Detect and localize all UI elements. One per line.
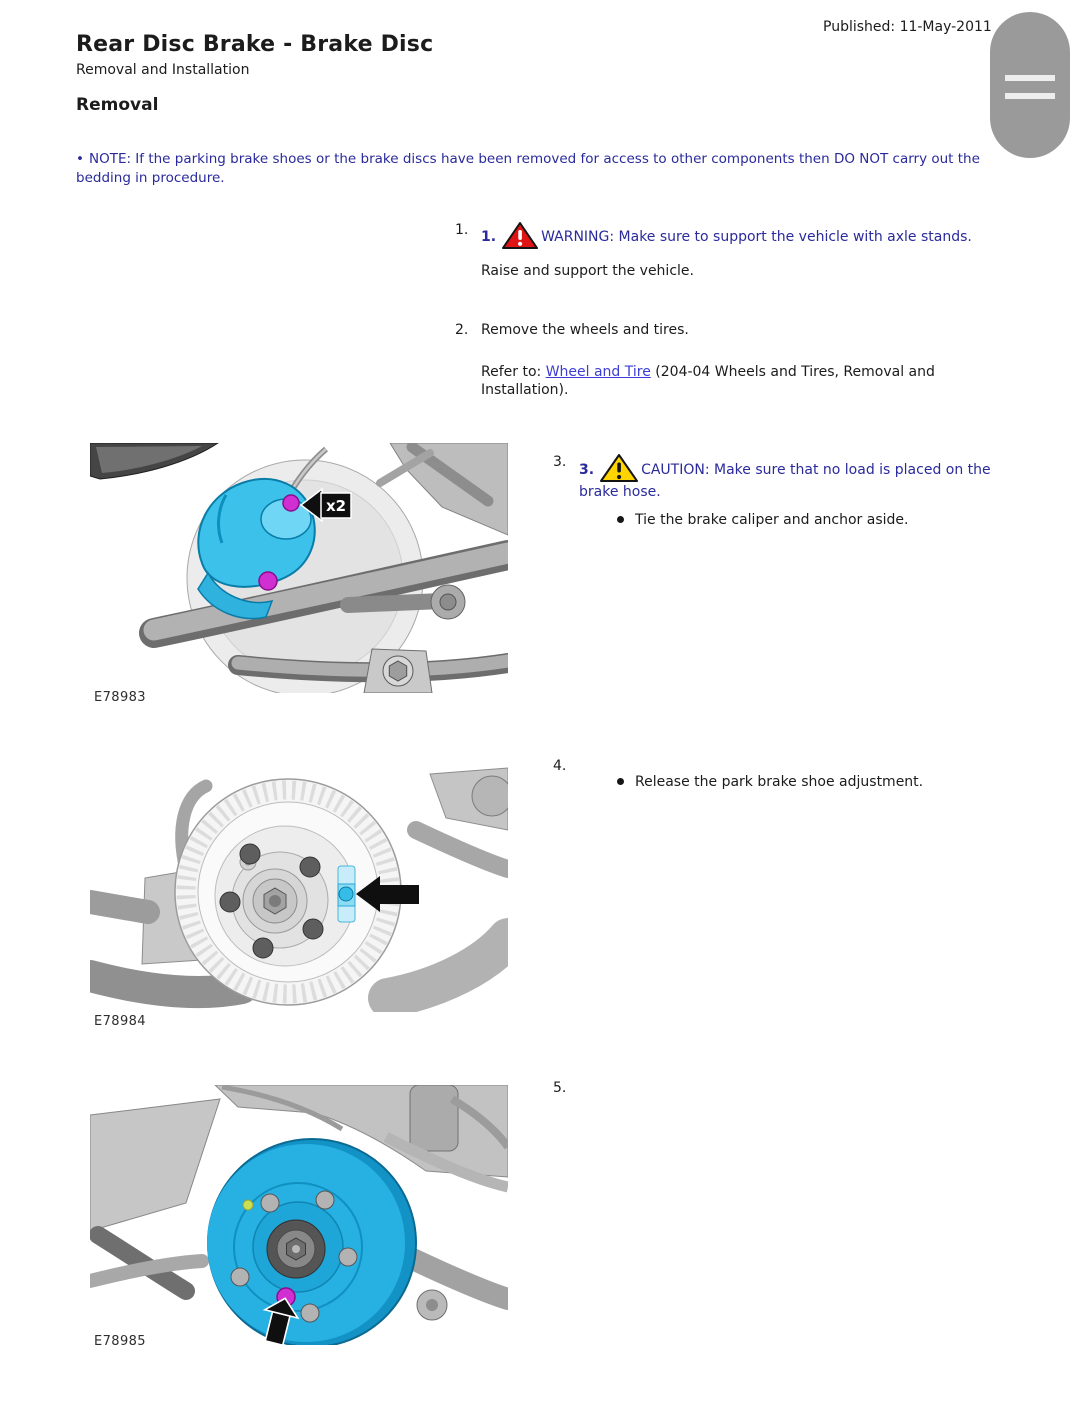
refer-prefix: Refer to: bbox=[481, 364, 546, 380]
note-text bbox=[76, 150, 991, 188]
caution-text: CAUTION: Make sure that no load is placed on the brake hose. bbox=[579, 462, 991, 500]
figure-id: E78984 bbox=[94, 1014, 146, 1029]
bullet-item bbox=[617, 773, 999, 791]
published-date: Published: 11-May-2011 bbox=[823, 19, 992, 35]
note-body: NOTE: If the parking brake shoes or the brake discs have been removed for access to other components then DO NOT carry out the bedding in procedure. bbox=[76, 150, 980, 186]
figure-brake-caliper bbox=[90, 443, 508, 711]
step-body: Raise and support the vehicle. bbox=[481, 263, 694, 279]
alert-step-number: 1. bbox=[481, 229, 497, 245]
warning-statement bbox=[481, 221, 986, 250]
bullet-text: Tie the brake caliper and anchor aside. bbox=[635, 512, 909, 528]
figure-id: E78983 bbox=[94, 690, 146, 705]
page-subtitle: Removal and Installation bbox=[76, 62, 250, 78]
page-title: Rear Disc Brake - Brake Disc bbox=[76, 32, 434, 57]
step-number: 1. bbox=[455, 222, 469, 238]
scroll-handle[interactable] bbox=[990, 12, 1070, 158]
step-number: 2. bbox=[455, 322, 469, 338]
figure-brake-disc bbox=[90, 1085, 508, 1357]
step-4 bbox=[553, 757, 999, 791]
callout-x2-label: x2 bbox=[325, 497, 347, 515]
step-number: 5. bbox=[553, 1080, 567, 1096]
refer-suffix: (204-04 Wheels and Tires, Removal and Installation). bbox=[481, 364, 935, 398]
wheel-and-tire-link[interactable]: Wheel and Tire bbox=[545, 364, 651, 380]
bullet-dot bbox=[617, 778, 624, 785]
figure-park-brake-adjuster bbox=[90, 766, 508, 1034]
caution-triangle-icon bbox=[600, 453, 638, 483]
hamburger-line-icon bbox=[1005, 93, 1055, 99]
figure-id: E78985 bbox=[94, 1334, 146, 1349]
warning-text: WARNING: Make sure to support the vehicle with axle stands. bbox=[541, 229, 972, 245]
step-body: Remove the wheels and tires. bbox=[481, 322, 689, 338]
caution-statement bbox=[579, 453, 1011, 501]
disc-illustration bbox=[90, 1085, 508, 1345]
step-1 bbox=[455, 221, 986, 280]
step-number: 3. bbox=[553, 454, 567, 470]
adjuster-highlight bbox=[338, 866, 355, 922]
bullet-dot bbox=[617, 516, 624, 523]
hub-center bbox=[267, 1220, 325, 1278]
hamburger-line-icon bbox=[1005, 75, 1055, 81]
step-2 bbox=[455, 321, 996, 399]
warning-triangle-icon bbox=[502, 221, 538, 250]
step-5 bbox=[553, 1079, 579, 1097]
step-3 bbox=[553, 453, 1011, 529]
refer-line bbox=[481, 363, 996, 399]
section-heading: Removal bbox=[76, 95, 159, 115]
caliper-illustration bbox=[90, 443, 508, 693]
note-bullet: • bbox=[76, 150, 84, 167]
bullet-item bbox=[617, 511, 1011, 529]
hub-illustration bbox=[90, 766, 508, 1012]
alert-step-number: 3. bbox=[579, 462, 595, 478]
step-number: 4. bbox=[553, 758, 567, 774]
bullet-text: Release the park brake shoe adjustment. bbox=[635, 774, 924, 790]
